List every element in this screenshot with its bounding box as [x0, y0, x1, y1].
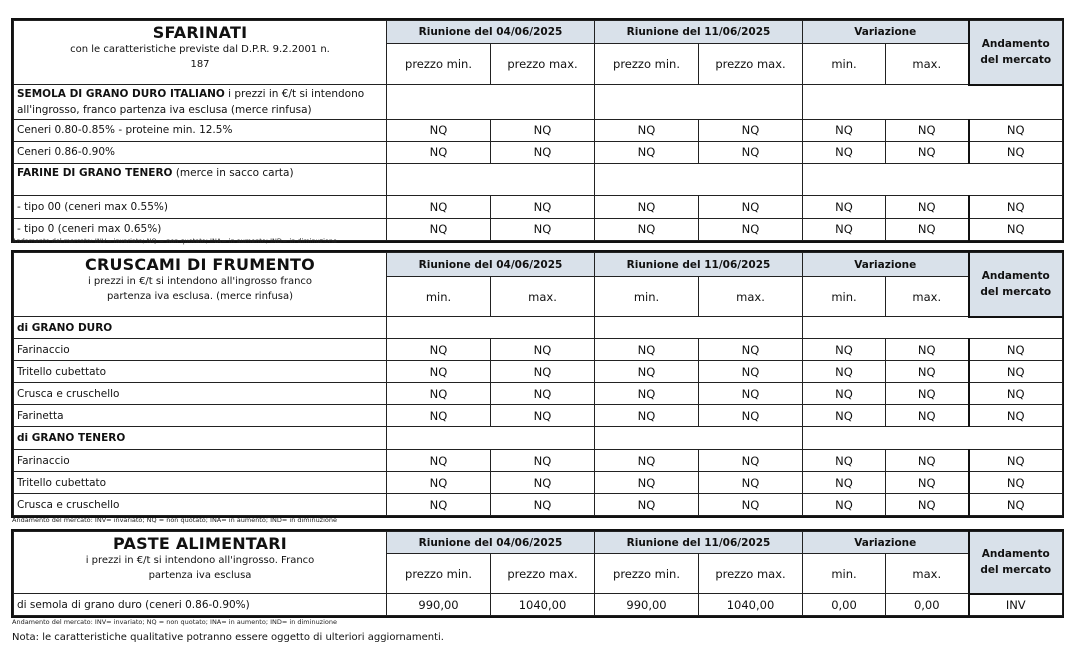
group-label-bold: di GRANO TENERO: [17, 432, 126, 444]
cell-value: 0,00: [886, 594, 969, 616]
empty-cell: [595, 85, 803, 120]
empty-cell: [803, 85, 1063, 120]
table-row: [14, 450, 1063, 472]
header-riunione-2: Riunione del 11/06/2025: [595, 253, 803, 277]
cell-value: NQ: [491, 494, 595, 516]
row-label: Ceneri 0.86-0.90%: [14, 141, 387, 163]
cell-value: NQ: [803, 405, 886, 427]
row-label: Tritello cubettato: [14, 361, 387, 383]
header-andamento: Andamento del mercato: [969, 21, 1063, 85]
section-subtitle: i prezzi in €/t si intendono all'ingrosso franco partenza iva esclusa. (merce rinfusa): [87, 276, 313, 302]
cell-value: NQ: [969, 218, 1063, 240]
cell-value: NQ: [803, 339, 886, 361]
empty-cell: [387, 85, 595, 120]
empty-cell: [803, 317, 1063, 339]
cell-value: NQ: [886, 141, 969, 163]
cell-value: NQ: [387, 119, 491, 141]
cell-value: NQ: [595, 218, 699, 240]
table-row: [14, 383, 1063, 405]
footer-note: Nota: le caratteristiche qualitative potranno essere oggetto di ulteriori aggiornamenti.: [12, 632, 444, 643]
group-label-rest: i prezzi in €/t si intendono all'ingrosso, franco partenza iva esclusa (merce rinfusa): [17, 88, 365, 117]
cell-value: NQ: [699, 195, 803, 218]
subheader-var-min: min.: [803, 44, 886, 85]
empty-cell: [803, 427, 1063, 450]
cell-value: NQ: [595, 405, 699, 427]
cell-value: NQ: [387, 405, 491, 427]
section-title: SFARINATI: [152, 23, 248, 42]
cell-value: NQ: [595, 450, 699, 472]
cell-value: NQ: [387, 141, 491, 163]
cell-value: NQ: [491, 383, 595, 405]
subheader-max-2: prezzo max.: [699, 554, 803, 594]
legend-note: Andamento del mercato: INV= invariato; NQ = non quotato; INA= in aumento; IND= in diminuzione: [12, 618, 337, 626]
cell-value: NQ: [803, 494, 886, 516]
table-row: [14, 594, 1063, 616]
cell-value: NQ: [387, 195, 491, 218]
subheader-max-2: max.: [699, 277, 803, 317]
cell-value: INV: [969, 594, 1063, 616]
table-row: [14, 195, 1063, 218]
group-label-bold: di GRANO DURO: [17, 321, 113, 334]
subheader-min-1: prezzo min.: [387, 44, 491, 85]
header-riunione-1: Riunione del 04/06/2025: [387, 253, 595, 277]
section-title: PASTE ALIMENTARI: [113, 534, 287, 553]
cell-value: NQ: [595, 361, 699, 383]
cell-value: NQ: [969, 450, 1063, 472]
subheader-min-2: prezzo min.: [595, 554, 699, 594]
cell-value: NQ: [595, 195, 699, 218]
cell-value: NQ: [595, 141, 699, 163]
cell-value: NQ: [886, 218, 969, 240]
cell-value: NQ: [491, 141, 595, 163]
table-row: [14, 141, 1063, 163]
cell-value: NQ: [699, 405, 803, 427]
cell-value: 990,00: [387, 594, 491, 616]
table-row: [14, 494, 1063, 516]
empty-cell: [595, 163, 803, 195]
group-label-bold: SEMOLA DI GRANO DURO ITALIANO: [17, 88, 225, 100]
subheader-min-2: prezzo min.: [595, 44, 699, 85]
cell-value: NQ: [803, 195, 886, 218]
cell-value: NQ: [969, 472, 1063, 494]
empty-cell: [387, 163, 595, 195]
cell-value: NQ: [969, 383, 1063, 405]
section-title: CRUSCAMI DI FRUMENTO: [85, 255, 315, 274]
cell-value: NQ: [491, 119, 595, 141]
cruscami-table: [13, 252, 1063, 516]
empty-cell: [595, 317, 803, 339]
cell-value: NQ: [699, 383, 803, 405]
cell-value: NQ: [491, 218, 595, 240]
subheader-var-max: max.: [886, 277, 969, 317]
empty-cell: [387, 317, 595, 339]
section-subtitle: i prezzi in €/t si intendono all'ingrosso. Franco partenza iva esclusa: [85, 555, 315, 581]
row-label: - tipo 0 (ceneri max 0.65%): [14, 218, 387, 240]
cell-value: NQ: [886, 450, 969, 472]
cell-value: 1040,00: [491, 594, 595, 616]
cell-value: NQ: [969, 141, 1063, 163]
cell-value: NQ: [969, 195, 1063, 218]
row-label: Farinaccio: [14, 450, 387, 472]
table-row: [14, 119, 1063, 141]
cell-value: 0,00: [803, 594, 886, 616]
subheader-min-1: min.: [387, 277, 491, 317]
cell-value: NQ: [387, 450, 491, 472]
table-row: [14, 472, 1063, 494]
cell-value: NQ: [491, 472, 595, 494]
header-andamento: Andamento del mercato: [969, 532, 1063, 594]
cell-value: 1040,00: [699, 594, 803, 616]
section-subtitle: con le caratteristiche previste dal D.P.R. 9.2.2001 n. 187: [70, 44, 330, 70]
cell-value: NQ: [699, 361, 803, 383]
subheader-max-1: prezzo max.: [491, 554, 595, 594]
row-label: di semola di grano duro (ceneri 0.86-0.90%): [14, 594, 387, 616]
cell-value: NQ: [886, 361, 969, 383]
cell-value: NQ: [699, 494, 803, 516]
group-label-grano-tenero: [14, 427, 387, 450]
cell-value: NQ: [491, 195, 595, 218]
cell-value: NQ: [491, 450, 595, 472]
sfarinati-table-section: [11, 18, 1064, 243]
group-label-rest: (merce in sacco carta): [172, 166, 294, 179]
subheader-max-1: max.: [491, 277, 595, 317]
paste-table-section: [11, 529, 1064, 618]
table-row: [14, 405, 1063, 427]
cell-value: NQ: [387, 472, 491, 494]
cell-value: NQ: [387, 383, 491, 405]
cell-value: NQ: [387, 361, 491, 383]
cell-value: NQ: [595, 119, 699, 141]
subheader-var-min: min.: [803, 554, 886, 594]
cell-value: NQ: [886, 405, 969, 427]
cell-value: NQ: [699, 119, 803, 141]
row-label: Tritello cubettato: [14, 472, 387, 494]
cell-value: NQ: [699, 218, 803, 240]
cell-value: NQ: [699, 472, 803, 494]
sfarinati-table: [13, 20, 1063, 241]
cell-value: NQ: [595, 383, 699, 405]
cell-value: NQ: [491, 339, 595, 361]
row-label: Crusca e cruschello: [14, 494, 387, 516]
paste-title-cell: [14, 532, 387, 594]
cell-value: NQ: [803, 141, 886, 163]
sfarinati-title-cell: [14, 21, 387, 85]
subheader-min-1: prezzo min.: [387, 554, 491, 594]
cell-value: NQ: [969, 119, 1063, 141]
cell-value: NQ: [969, 405, 1063, 427]
cell-value: NQ: [886, 339, 969, 361]
cell-value: NQ: [595, 494, 699, 516]
cell-value: NQ: [803, 450, 886, 472]
subheader-var-max: max.: [886, 44, 969, 85]
cell-value: NQ: [969, 494, 1063, 516]
cell-value: NQ: [886, 195, 969, 218]
cell-value: NQ: [595, 472, 699, 494]
cell-value: NQ: [886, 119, 969, 141]
subheader-var-max: max.: [886, 554, 969, 594]
group-label-bold: FARINE DI GRANO TENERO: [17, 166, 173, 179]
row-label: Farinetta: [14, 405, 387, 427]
empty-cell: [803, 163, 1063, 195]
cell-value: NQ: [491, 361, 595, 383]
cell-value: NQ: [886, 383, 969, 405]
subheader-var-min: min.: [803, 277, 886, 317]
cell-value: NQ: [699, 450, 803, 472]
cell-value: NQ: [969, 361, 1063, 383]
legend-note: Andamento del mercato: INV= invariato; NQ = non quotato; INA= in aumento; IND= in diminuzione: [12, 237, 337, 245]
cell-value: NQ: [803, 472, 886, 494]
paste-table: [13, 531, 1063, 616]
empty-cell: [387, 427, 595, 450]
header-riunione-2: Riunione del 11/06/2025: [595, 532, 803, 554]
row-label: Crusca e cruschello: [14, 383, 387, 405]
subheader-max-1: prezzo max.: [491, 44, 595, 85]
subheader-min-2: min.: [595, 277, 699, 317]
cell-value: NQ: [803, 218, 886, 240]
cell-value: NQ: [387, 494, 491, 516]
empty-cell: [595, 427, 803, 450]
group-label-grano-duro: [14, 317, 387, 339]
row-label: Farinaccio: [14, 339, 387, 361]
header-riunione-1: Riunione del 04/06/2025: [387, 532, 595, 554]
cell-value: NQ: [886, 472, 969, 494]
group-label-semola: [14, 85, 387, 120]
row-label: Ceneri 0.80-0.85% - proteine min. 12.5%: [14, 119, 387, 141]
cell-value: NQ: [387, 339, 491, 361]
header-riunione-2: Riunione del 11/06/2025: [595, 21, 803, 44]
header-variazione: Variazione: [803, 532, 969, 554]
cell-value: NQ: [699, 339, 803, 361]
header-variazione: Variazione: [803, 21, 969, 44]
row-label: - tipo 00 (ceneri max 0.55%): [14, 195, 387, 218]
cell-value: NQ: [803, 119, 886, 141]
cruscami-title-cell: [14, 253, 387, 317]
cell-value: NQ: [969, 339, 1063, 361]
header-andamento: Andamento del mercato: [969, 253, 1063, 317]
table-row: [14, 361, 1063, 383]
table-row: [14, 339, 1063, 361]
cell-value: NQ: [886, 494, 969, 516]
cell-value: 990,00: [595, 594, 699, 616]
legend-note: Andamento del mercato: INV= invariato; NQ = non quotato; INA= in aumento; IND= in diminuzione: [12, 516, 337, 524]
group-label-farine: [14, 163, 387, 195]
cell-value: NQ: [387, 218, 491, 240]
cell-value: NQ: [595, 339, 699, 361]
header-riunione-1: Riunione del 04/06/2025: [387, 21, 595, 44]
cell-value: NQ: [803, 383, 886, 405]
subheader-max-2: prezzo max.: [699, 44, 803, 85]
cell-value: NQ: [699, 141, 803, 163]
cell-value: NQ: [803, 361, 886, 383]
cell-value: NQ: [491, 405, 595, 427]
cruscami-table-section: [11, 250, 1064, 518]
header-variazione: Variazione: [803, 253, 969, 277]
